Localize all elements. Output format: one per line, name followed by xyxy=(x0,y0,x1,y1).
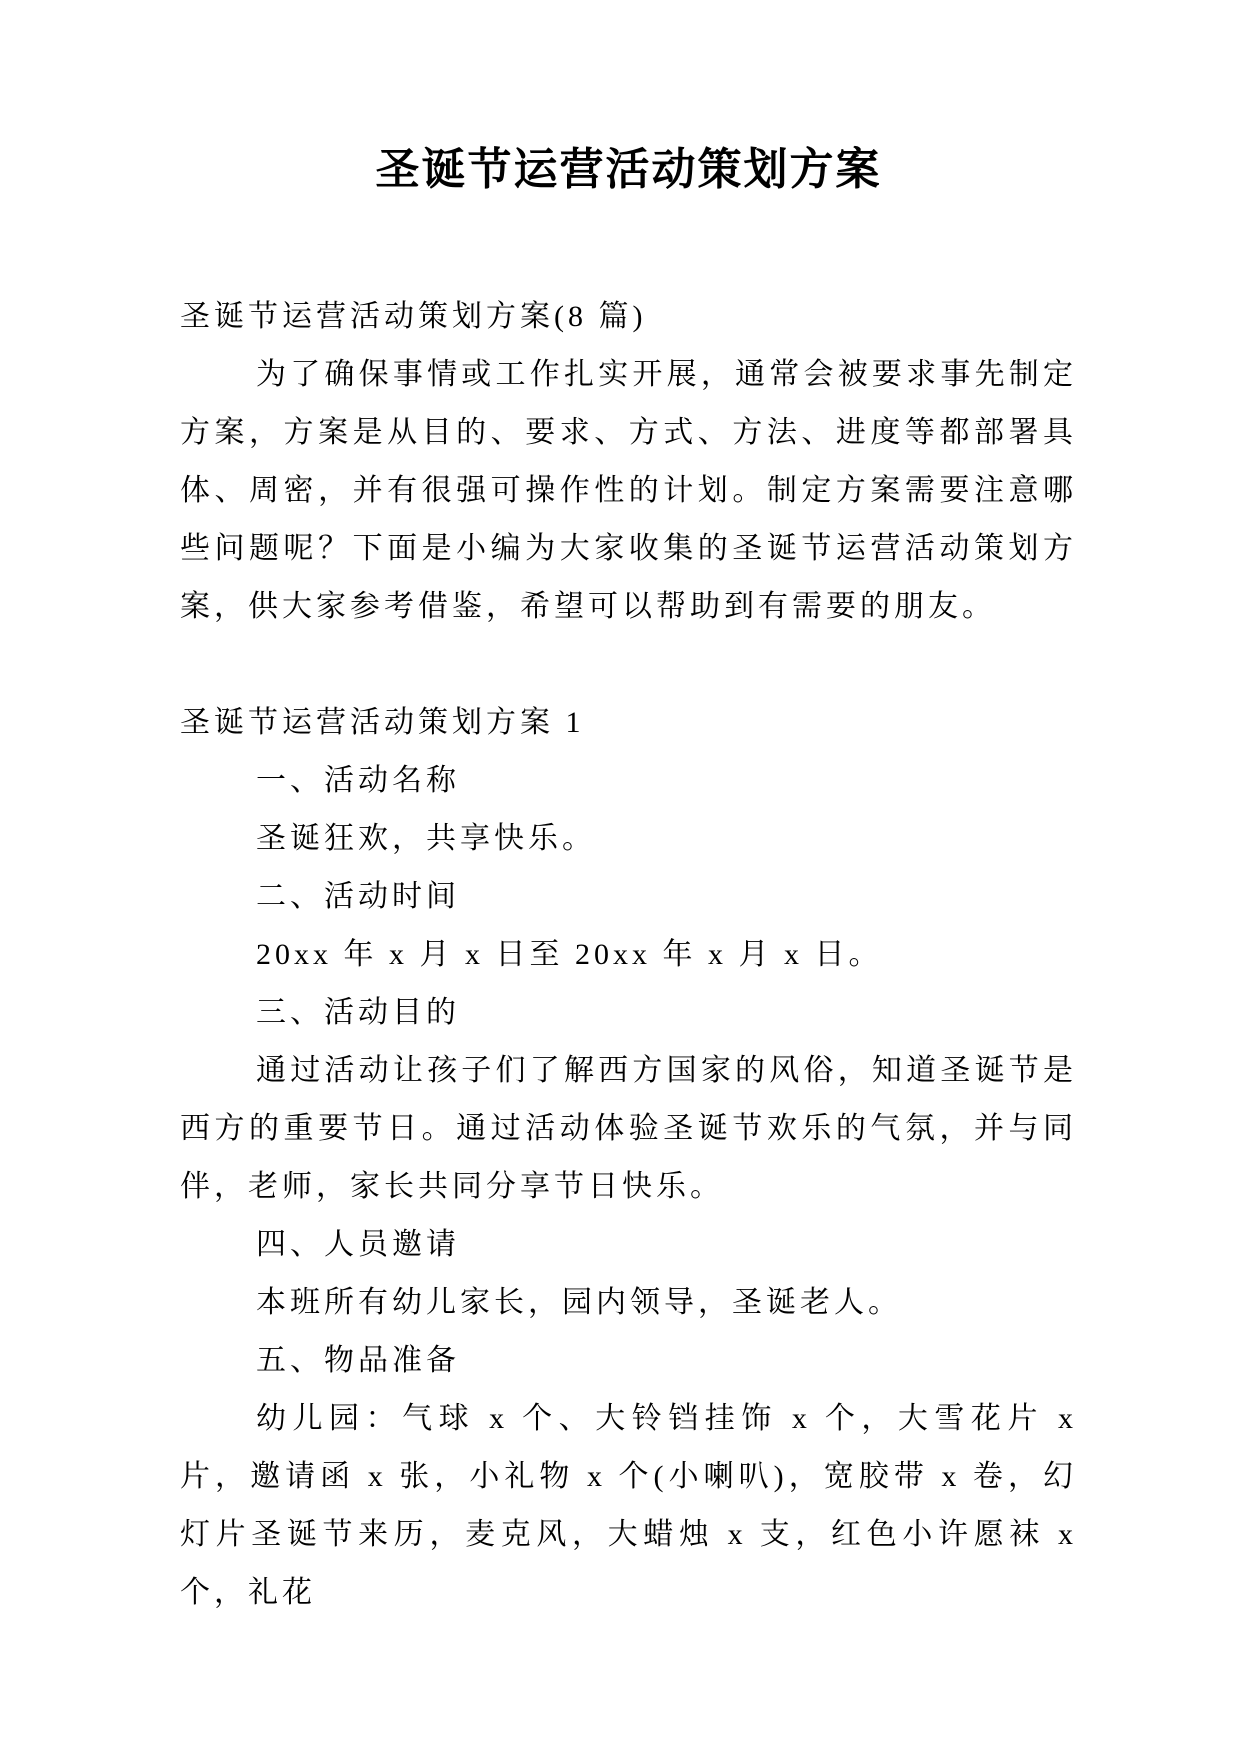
paragraph-materials: 幼儿园：气球 x 个、大铃铛挂饰 x 个，大雪花片 x 片，邀请函 x 张，小礼物 x 个(小喇叭)，宽胶带 x 卷，幻灯片圣诞节来历，麦克风，大蜡烛 x 支，红色小许愿袜 x 个，礼花 xyxy=(180,1402,1077,1609)
paragraph-activity-time: 20xx 年 x 月 x 日至 20xx 年 x 月 x 日。 xyxy=(256,938,883,971)
document-title: 圣诞节运营活动策划方案 xyxy=(375,145,882,194)
paragraph-section1-heading: 一、活动名称 xyxy=(256,764,460,797)
paragraph-doc-subtitle: 圣诞节运营活动策划方案(8 篇) xyxy=(180,300,647,333)
blank-line xyxy=(180,636,1077,694)
paragraph-activity-name: 圣诞狂欢，共享快乐。 xyxy=(256,822,596,855)
paragraph-section3-heading: 三、活动目的 xyxy=(256,996,460,1029)
paragraph-section2-heading: 二、活动时间 xyxy=(256,880,460,913)
paragraph-preface: 为了确保事情或工作扎实开展，通常会被要求事先制定方案，方案是从目的、要求、方式、方法、进度等都部署具体、周密，并有很强可操作性的计划。制定方案需要注意哪些问题呢？下面是小编为大家收集的圣诞节运营活动策划方案，供大家参考借鉴，希望可以帮助到有需要的朋友。 xyxy=(180,358,1077,623)
paragraph-section5-heading: 五、物品准备 xyxy=(256,1344,460,1377)
paragraph-invitees: 本班所有幼儿家长，园内领导，圣诞老人。 xyxy=(256,1286,902,1319)
paragraph-section4-heading: 四、人员邀请 xyxy=(256,1228,460,1261)
paragraph-plan1-heading: 圣诞节运营活动策划方案 1 xyxy=(180,706,585,739)
paragraph-activity-purpose: 通过活动让孩子们了解西方国家的风俗，知道圣诞节是西方的重要节日。通过活动体验圣诞节欢乐的气氛，并与同伴，老师，家长共同分享节日快乐。 xyxy=(180,1054,1077,1203)
